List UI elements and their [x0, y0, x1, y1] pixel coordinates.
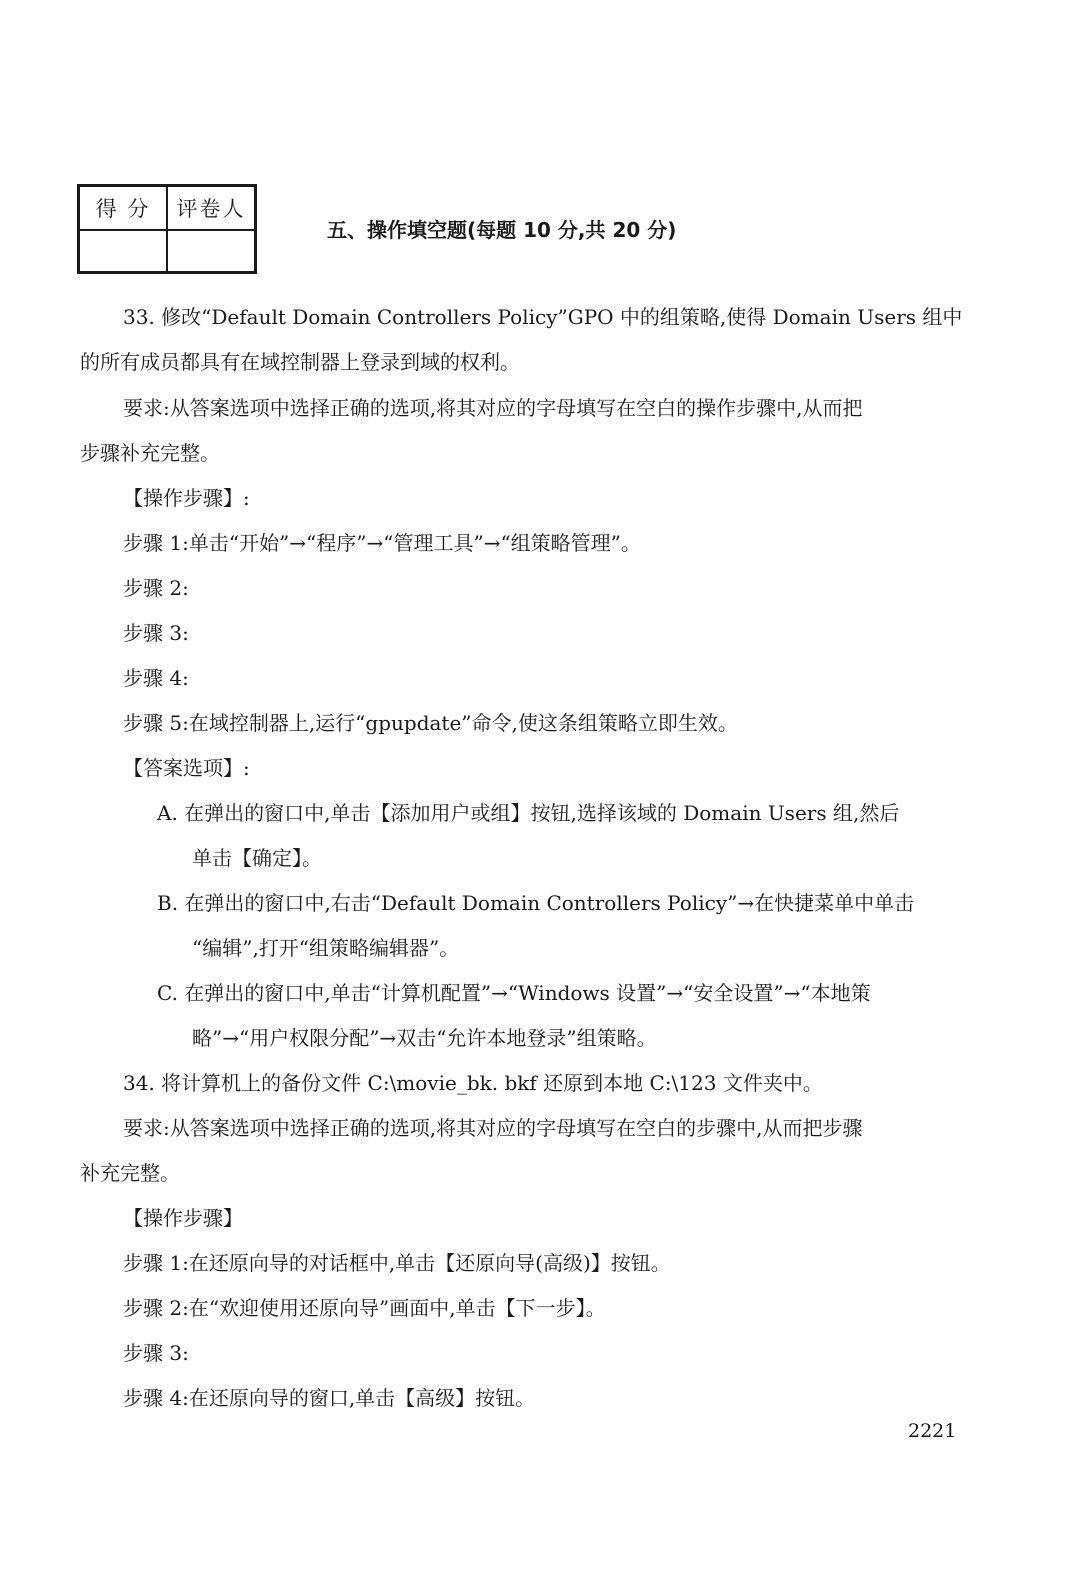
- page-number: 2221: [908, 1420, 957, 1442]
- q34-steps-heading: 【操作步骤】: [123, 1206, 243, 1230]
- q33-steps-heading: 【操作步骤】:: [123, 486, 250, 510]
- q33-requirement-line-1: 要求:从答案选项中选择正确的选项,将其对应的字母填写在空白的操作步骤中,从而把: [123, 396, 863, 420]
- score-value-cell: [80, 231, 166, 274]
- q34-step-4: 步骤 4:在还原向导的窗口,单击【高级】按钮。: [123, 1386, 536, 1410]
- score-table-value-row: [80, 229, 254, 274]
- q34-text-line-1: 34. 将计算机上的备份文件 C:\movie_bk. bkf 还原到本地 C:\123 文件夹中。: [123, 1071, 823, 1095]
- q33-text-line-1: 33. 修改“Default Domain Controllers Policy”GPO 中的组策略,使得 Domain Users 组中: [123, 305, 963, 329]
- q34-requirement-line-2: 补充完整。: [80, 1161, 180, 1185]
- score-table: [77, 184, 257, 274]
- q33-text-line-2: 的所有成员都具有在域控制器上登录到域的权利。: [80, 350, 520, 374]
- q33-step-4: 步骤 4:: [123, 666, 189, 690]
- section-title: 五、操作填空题(每题 10 分,共 20 分): [327, 218, 677, 242]
- q34-step-1: 步骤 1:在还原向导的对话框中,单击【还原向导(高级)】按钮。: [123, 1251, 671, 1275]
- q33-step-1: 步骤 1:单击“开始”→“程序”→“管理工具”→“组策略管理”。: [123, 531, 641, 555]
- score-header-cell: 得 分: [95, 197, 151, 221]
- q33-step-5: 步骤 5:在域控制器上,运行“gpupdate”命令,使这条组策略立即生效。: [123, 711, 738, 735]
- q33-option-b-line-2: “编辑”,打开“组策略编辑器”。: [192, 936, 460, 960]
- q33-option-c-line-2: 略”→“用户权限分配”→双击“允许本地登录”组策略。: [192, 1026, 657, 1050]
- q33-option-b-line-1: B. 在弹出的窗口中,右击“Default Domain Controllers Policy”→在快捷菜单中单击: [157, 891, 915, 915]
- q33-requirement-line-2: 步骤补充完整。: [80, 441, 220, 465]
- score-table-header-row: [80, 187, 254, 229]
- q33-option-a-line-2: 单击【确定】。: [192, 846, 322, 870]
- q34-requirement-line-1: 要求:从答案选项中选择正确的选项,将其对应的字母填写在空白的步骤中,从而把步骤: [123, 1116, 863, 1140]
- q33-option-a-line-1: A. 在弹出的窗口中,单击【添加用户或组】按钮,选择该域的 Domain Users 组,然后: [157, 801, 900, 825]
- grader-header-cell: 评卷人: [166, 187, 254, 229]
- q34-step-3: 步骤 3:: [123, 1341, 189, 1365]
- q33-option-c-line-1: C. 在弹出的窗口中,单击“计算机配置”→“Windows 设置”→“安全设置”→“本地策: [157, 981, 871, 1005]
- q33-options-heading: 【答案选项】:: [123, 756, 250, 780]
- grader-value-cell: [166, 231, 254, 274]
- q34-step-2: 步骤 2:在“欢迎使用还原向导”画面中,单击【下一步】。: [123, 1296, 606, 1320]
- q33-step-3: 步骤 3:: [123, 621, 189, 645]
- q33-step-2: 步骤 2:: [123, 576, 189, 600]
